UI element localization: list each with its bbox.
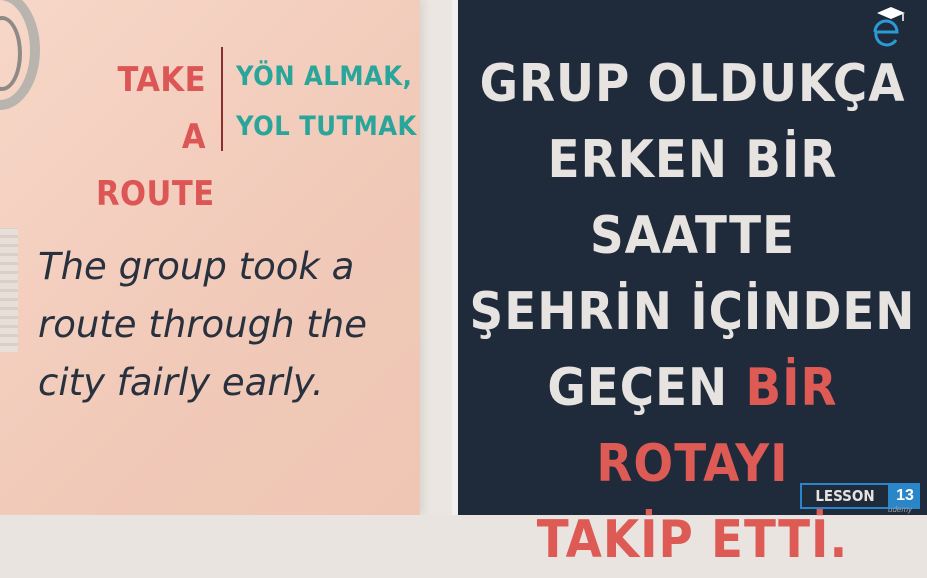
example-line3: city fairly early. xyxy=(38,361,324,404)
example-sentence-english xyxy=(38,238,398,412)
translation-line3: ŞEHRİN İÇİNDEN xyxy=(469,282,916,342)
lesson-number: 13 xyxy=(890,483,920,509)
left-slide xyxy=(0,0,452,515)
translation-line2: ERKEN BİR SAATTE xyxy=(547,130,838,266)
translation-line5-highlight: TAKİP ETTİ. xyxy=(536,510,849,570)
translation-line4-plain: GEÇEN xyxy=(547,358,729,418)
translation-line4 xyxy=(458,350,927,502)
example-line1: The group took a xyxy=(38,245,355,288)
term-turkish xyxy=(236,52,426,152)
term-english-line2: ROUTE xyxy=(96,174,215,214)
term-turkish-line1: YÖN ALMAK, xyxy=(236,61,413,92)
right-slide xyxy=(458,0,927,570)
lesson-label: LESSON xyxy=(815,487,875,505)
term-english xyxy=(96,52,215,223)
graduation-cap-e-logo-icon xyxy=(867,5,907,47)
washi-tape-decoration xyxy=(0,228,18,352)
term-turkish-line2: YOL TUTMAK xyxy=(236,111,417,142)
udemy-watermark: udemy xyxy=(888,505,913,514)
example-line2: route through the xyxy=(38,303,368,346)
term-divider xyxy=(221,47,223,151)
lesson-badge xyxy=(800,483,890,509)
translation-line1: GRUP OLDUKÇA xyxy=(479,54,906,114)
term-english-line1: TAKE A xyxy=(117,60,206,157)
translation-line4-highlight: BİR ROTAYI xyxy=(596,358,838,494)
